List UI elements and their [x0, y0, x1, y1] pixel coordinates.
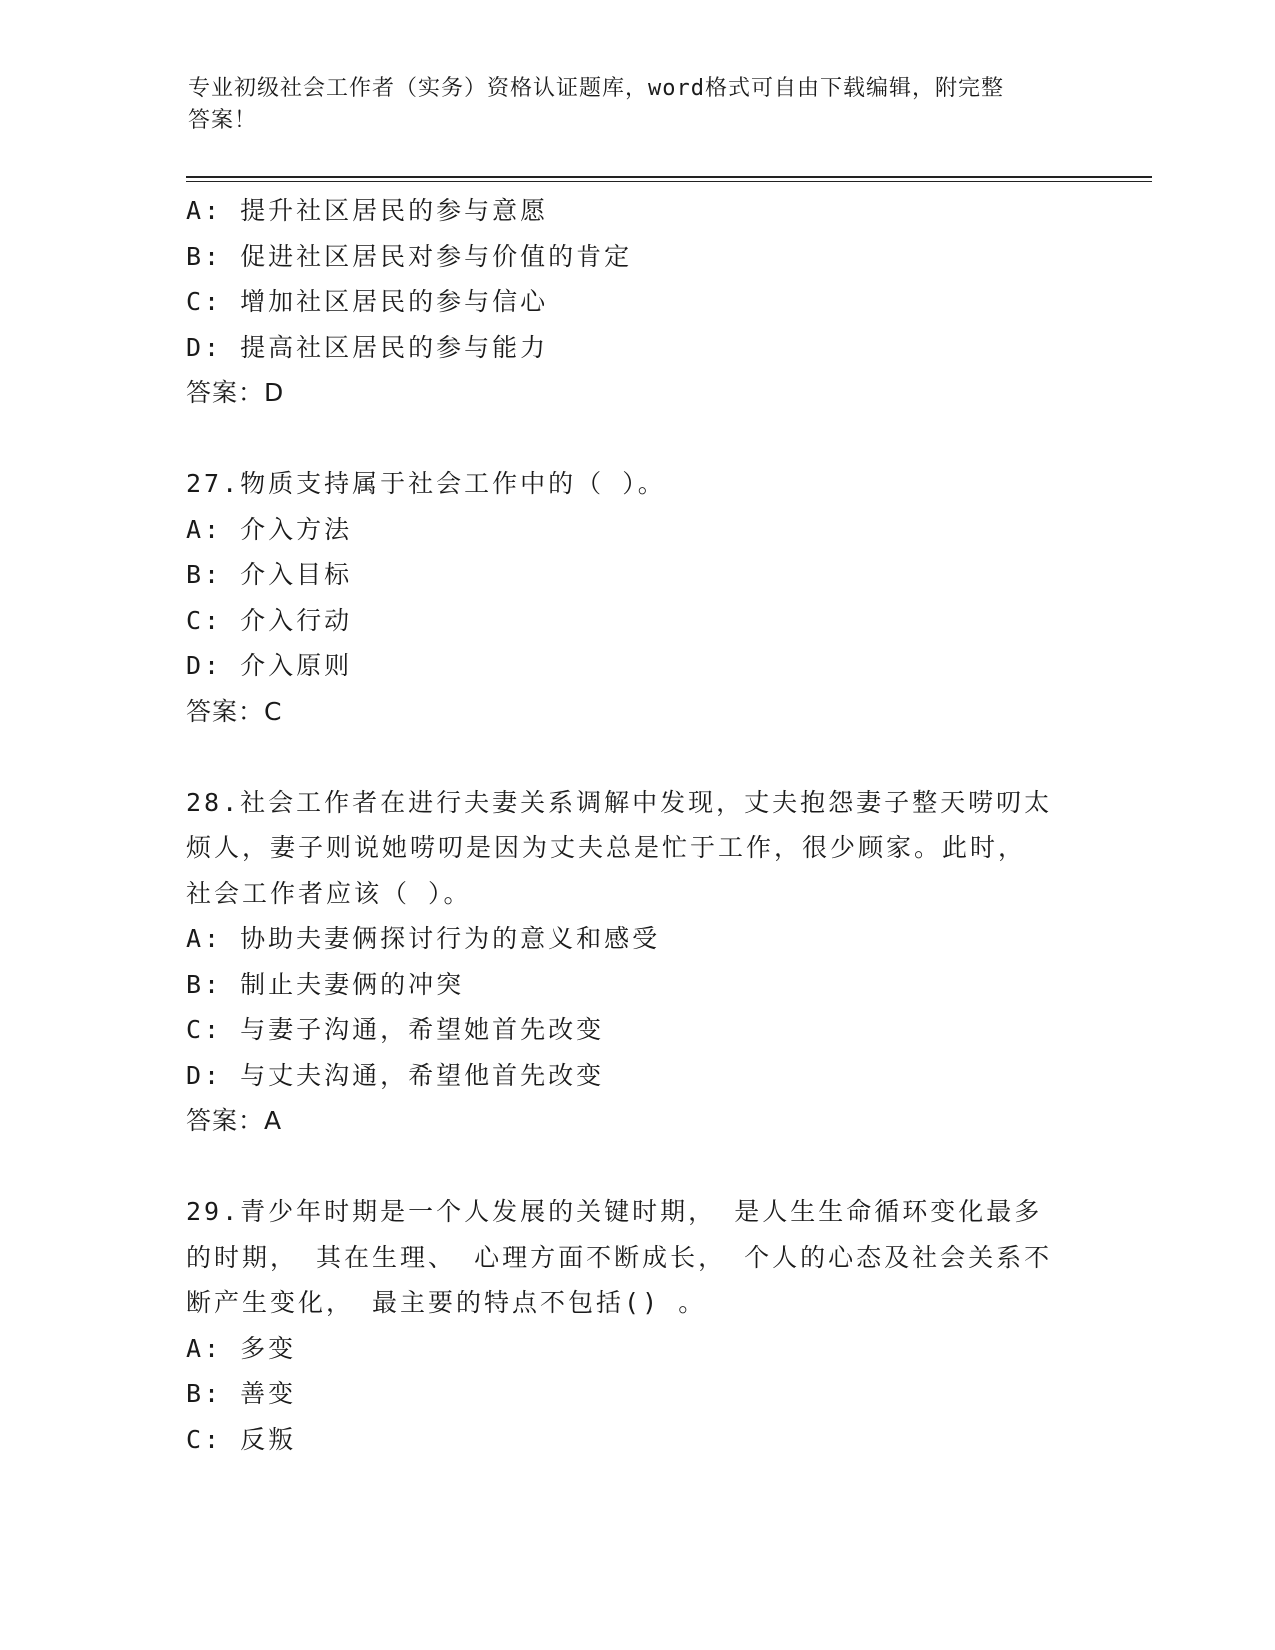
option-d: D: 介入原则: [186, 651, 353, 680]
option-a: A: 协助夫妻俩探讨行为的意义和感受: [186, 924, 661, 953]
option-d: D: 提高社区居民的参与能力: [186, 332, 549, 362]
question-text-line-3: 断产生变化， 最主要的特点不包括() 。: [186, 1288, 707, 1317]
option-c: C: 反叛: [186, 1424, 297, 1454]
option-a: A: 多变: [186, 1333, 297, 1363]
header-line-2: 答案！: [188, 108, 258, 133]
question-list: [186, 188, 1086, 1462]
answer-line: 答案：A: [186, 1106, 283, 1135]
option-a: A: 提升社区居民的参与意愿: [186, 196, 549, 225]
question-text-line-1: 29.青少年时期是一个人发展的关键时期， 是人生生命循环变化最多: [186, 1197, 1043, 1226]
spacer: [186, 734, 1086, 780]
question-27: [186, 461, 1086, 734]
option-b: B: 介入目标: [186, 560, 353, 589]
question-text-line-2: 烦人，妻子则说她唠叨是因为丈夫总是忙于工作，很少顾家。此时，: [186, 833, 1027, 862]
option-c: C: 与妻子沟通，希望她首先改变: [186, 1015, 605, 1044]
question-text-line-3: 社会工作者应该（ ）。: [186, 878, 472, 908]
option-c: C: 增加社区居民的参与信心: [186, 287, 549, 316]
header-line-1: 专业初级社会工作者（实务）资格认证题库，word格式可自由下载编辑，附完整: [188, 76, 1004, 101]
option-d: D: 与丈夫沟通，希望他首先改变: [186, 1060, 605, 1090]
document-header: [188, 73, 1068, 137]
answer-line: 答案：C: [186, 696, 283, 726]
option-b: B: 善变: [186, 1379, 297, 1408]
spacer: [186, 1144, 1086, 1190]
answer-line: 答案：D: [186, 378, 285, 407]
question-28: [186, 780, 1086, 1144]
question-text-line-2: 的时期， 其在生理、 心理方面不断成长， 个人的心态及社会关系不: [186, 1242, 1053, 1272]
header-divider-thin: [186, 181, 1152, 182]
question-26: [186, 188, 1086, 416]
question-29: [186, 1189, 1086, 1462]
option-b: B: 制止夫妻俩的冲突: [186, 969, 465, 999]
option-b: B: 促进社区居民对参与价值的肯定: [186, 241, 633, 271]
option-c: C: 介入行动: [186, 605, 353, 635]
header-divider-thick: [186, 176, 1152, 178]
spacer: [186, 416, 1086, 462]
option-a: A: 介入方法: [186, 514, 353, 544]
question-text: 27.物质支持属于社会工作中的（ ）。: [186, 469, 666, 498]
question-text-line-1: 28.社会工作者在进行夫妻关系调解中发现，丈夫抱怨妻子整天唠叨太: [186, 787, 1053, 817]
